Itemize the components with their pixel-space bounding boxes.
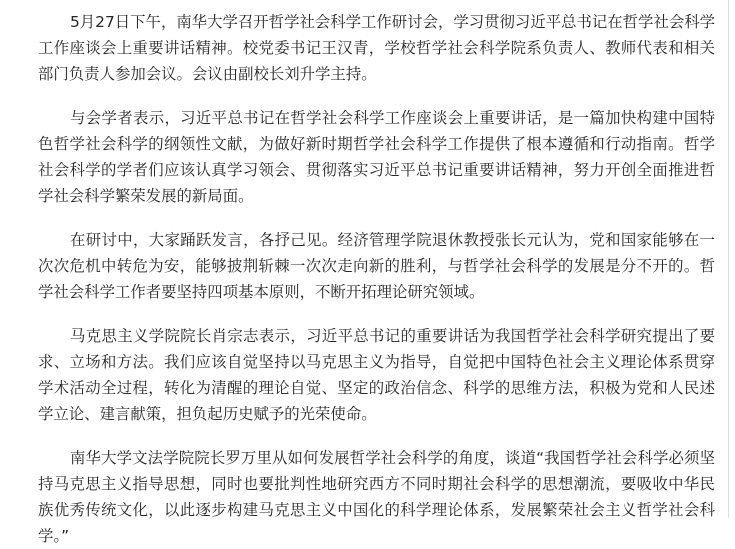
right-border-divider <box>728 0 729 518</box>
paragraph-meeting-intro: 5月27日下午，南华大学召开哲学社会科学工作研讨会，学习贯彻习近平总书记在哲学社会科学工作座谈会上重要讲话精神。校党委书记王汉青，学校哲学社会科学院系负责人、教师代表和相关部门负责人参加会议。会议由副校长刘升学主持。 <box>38 13 716 83</box>
paragraph-luo-statement: 南华大学文法学院院长罗万里从如何发展哲学社会科学的角度，谈道“我国哲学社会科学必须坚持马克思主义指导思想，同时也要批判性地研究西方不同时期社会科学的思想潮流，要吸收中华民族优秀传统文化，以此逐步构建马克思主义中国化的科学理论体系，发展繁荣社会主义哲学社会科学。” <box>38 449 715 545</box>
paragraph-discussion-zhang: 在研讨中，大家踊跃发言，各抒己见。经济管理学院退休教授张长元认为，党和国家能够在一次次危机中转危为安，能够披荆斩棘一次次走向新的胜利，与哲学社会科学的发展是分不开的。哲学社会科学工作者要坚持四项基本原则，不断开拓理论研究领域。 <box>38 231 715 301</box>
paragraph-xiao-statement: 马克思主义学院院长肖宗志表示，习近平总书记的重要讲话为我国哲学社会科学研究提出了要求、立场和方法。我们应该自觉坚持以马克思主义为指导，自觉把中国特色社会主义理论体系贯穿学术活动全过程，转化为清醒的理论自觉、坚定的政治信念、科学的思维方法，积极为党和人民述学立论、建言献策，担负起历史赋予的光荣使命。 <box>38 327 715 423</box>
paragraph-scholars-view: 与会学者表示，习近平总书记在哲学社会科学工作座谈会上重要讲话，是一篇加快构建中国特色哲学社会科学的纲领性文献，为做好新时期哲学社会科学工作提供了根本遵循和行动指南。哲学社会科学的学者们应该认真学习领会、贯彻落实习近平总书记重要讲话精神，努力开创全面推进哲学社会科学繁荣发展的新局面。 <box>38 109 715 205</box>
